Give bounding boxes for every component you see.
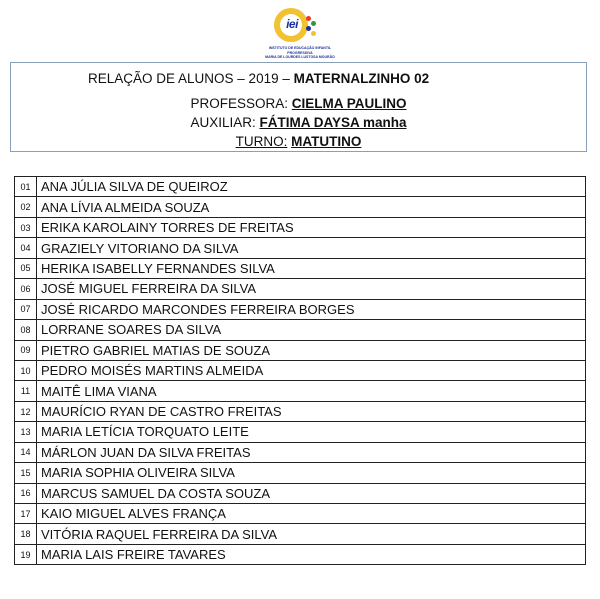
table-row <box>15 197 586 217</box>
student-number: 18 <box>15 524 37 544</box>
student-name: ANA LÍVIA ALMEIDA SOUZA <box>37 197 586 217</box>
student-name: PIETRO GABRIEL MATIAS DE SOUZA <box>37 340 586 360</box>
assistant-label: AUXILIAR: <box>190 115 256 130</box>
student-number: 03 <box>15 217 37 237</box>
student-name: GRAZIELY VITORIANO DA SILVA <box>37 238 586 258</box>
student-number: 06 <box>15 279 37 299</box>
student-number: 10 <box>15 360 37 380</box>
table-row <box>15 238 586 258</box>
student-name: MAITÊ LIMA VIANA <box>37 381 586 401</box>
shift-label: TURNO: <box>235 134 288 149</box>
student-name: VITÓRIA RAQUEL FERREIRA DA SILVA <box>37 524 586 544</box>
assistant-name: FÁTIMA DAYSA manha <box>259 115 407 130</box>
student-name: MÁRLON JUAN DA SILVA FREITAS <box>37 442 586 462</box>
document-title <box>88 71 429 86</box>
table-row <box>15 340 586 360</box>
logo-subtitle-line2: MARIA DE LOURDES LUSTOSA MOURÃO <box>265 55 335 59</box>
teacher-name: CIELMA PAULINO <box>291 96 407 111</box>
teacher-label: PROFESSORA: <box>190 96 288 111</box>
table-row <box>15 381 586 401</box>
table-row <box>15 483 586 503</box>
students-table <box>14 176 586 565</box>
table-row <box>15 524 586 544</box>
student-name: MARIA LAIS FREIRE TAVARES <box>37 544 586 564</box>
student-name: MAURÍCIO RYAN DE CASTRO FREITAS <box>37 401 586 421</box>
student-number: 01 <box>15 177 37 197</box>
table-row <box>15 504 586 524</box>
student-name: JOSÉ RICARDO MARCONDES FERREIRA BORGES <box>37 299 586 319</box>
student-name: JOSÉ MIGUEL FERREIRA DA SILVA <box>37 279 586 299</box>
logo-dots-icon <box>306 16 318 36</box>
shift-line <box>10 134 587 149</box>
student-name: PEDRO MOISÉS MARTINS ALMEIDA <box>37 360 586 380</box>
title-prefix: RELAÇÃO DE ALUNOS – 2019 – <box>88 71 290 86</box>
school-logo <box>265 8 335 62</box>
student-number: 04 <box>15 238 37 258</box>
student-name: HERIKA ISABELLY FERNANDES SILVA <box>37 258 586 278</box>
logo-mark: iei <box>286 17 298 31</box>
table-row <box>15 320 586 340</box>
student-name: MARIA LETÍCIA TORQUATO LEITE <box>37 422 586 442</box>
student-number: 19 <box>15 544 37 564</box>
student-number: 02 <box>15 197 37 217</box>
student-name: KAIO MIGUEL ALVES FRANÇA <box>37 504 586 524</box>
table-row <box>15 422 586 442</box>
student-name: LORRANE SOARES DA SILVA <box>37 320 586 340</box>
table-row <box>15 463 586 483</box>
student-number: 09 <box>15 340 37 360</box>
student-number: 07 <box>15 299 37 319</box>
student-name: MARCUS SAMUEL DA COSTA SOUZA <box>37 483 586 503</box>
title-class: MATERNALZINHO 02 <box>293 71 430 86</box>
table-row <box>15 360 586 380</box>
table-row <box>15 299 586 319</box>
student-name: ERIKA KAROLAINY TORRES DE FREITAS <box>37 217 586 237</box>
table-row <box>15 279 586 299</box>
student-number: 13 <box>15 422 37 442</box>
table-row <box>15 401 586 421</box>
shift-value: MATUTINO <box>291 134 362 149</box>
students-table-body <box>15 177 586 565</box>
student-number: 12 <box>15 401 37 421</box>
logo-subtitle <box>260 46 340 60</box>
student-number: 11 <box>15 381 37 401</box>
assistant-line <box>10 115 587 130</box>
logo-subtitle-line1: INSTITUTO DE EDUCAÇÃO INFANTIL PROGRESSIVA <box>268 46 332 55</box>
table-row <box>15 258 586 278</box>
student-name: MARIA SOPHIA OLIVEIRA SILVA <box>37 463 586 483</box>
student-name: ANA JÚLIA SILVA DE QUEIROZ <box>37 177 586 197</box>
table-row <box>15 217 586 237</box>
student-number: 08 <box>15 320 37 340</box>
table-row <box>15 177 586 197</box>
student-number: 14 <box>15 442 37 462</box>
teacher-line <box>10 96 587 111</box>
student-number: 16 <box>15 483 37 503</box>
student-number: 17 <box>15 504 37 524</box>
table-row <box>15 544 586 564</box>
table-row <box>15 442 586 462</box>
student-number: 15 <box>15 463 37 483</box>
student-number: 05 <box>15 258 37 278</box>
